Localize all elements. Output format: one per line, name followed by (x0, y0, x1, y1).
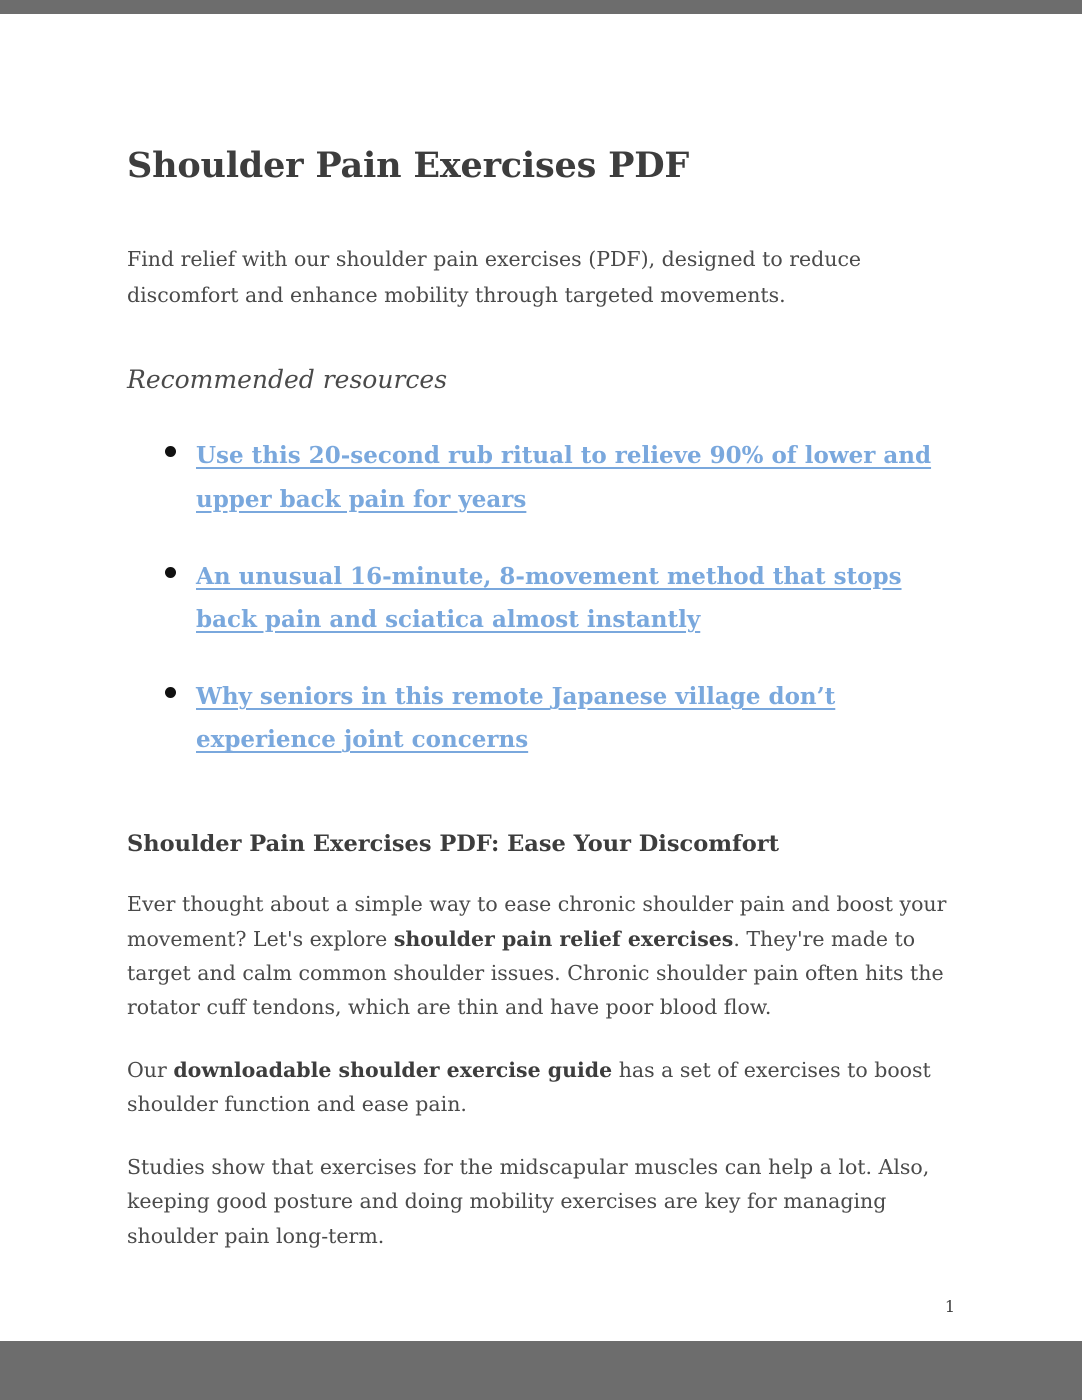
section-heading: Shoulder Pain Exercises PDF: Ease Your Discomfort (127, 830, 779, 857)
body-paragraph-1 (127, 887, 955, 1025)
paragraph-text-lead: Ever thought about a simple way to ease chronic shoulder pain and boost your movement? Let's explore (127, 892, 947, 951)
resource-link-3[interactable]: Why seniors in this remote Japanese village don’t experience joint concerns (196, 683, 836, 754)
resource-link-1[interactable]: Use this 20-second rub ritual to relieve 90% of lower and upper back pain for years (196, 442, 932, 513)
page-title: Shoulder Pain Exercises PDF (127, 145, 689, 186)
bullet-icon (165, 687, 176, 698)
list-item (165, 434, 955, 520)
paragraph-text-tail: . They're made to target and calm common shoulder issues. Chronic shoulder pain often hits the rotator cuff tendons, which are thin and have poor blood flow. (127, 926, 944, 1020)
viewer-bottom-border (0, 1341, 1082, 1400)
intro-paragraph: Find relief with our shoulder pain exercises (PDF), designed to reduce discomfort and enhance mobility through targeted movements. (127, 247, 862, 307)
recommended-resources-list (127, 434, 955, 761)
page-content (127, 145, 955, 1253)
resource-link-2[interactable]: An unusual 16-minute, 8-movement method that stops back pain and sciatica almost instantly (196, 562, 902, 633)
list-item (165, 555, 955, 641)
paragraph-text-lead: Studies show that exercises for the midscapular muscles can help a lot. Also, keeping good posture and doing mobility exercises are key for managing shoulder pain long-term. (127, 1154, 930, 1248)
body-paragraph-2 (127, 1053, 955, 1122)
paragraph-emphasis: downloadable shoulder exercise guide (173, 1057, 613, 1082)
paragraph-text-tail: has a set of exercises to boost shoulder function and ease pain. (127, 1057, 931, 1117)
page-number: 1 (944, 1297, 955, 1316)
body-paragraph-3 (127, 1150, 955, 1253)
bullet-icon (165, 567, 176, 578)
paragraph-emphasis: shoulder pain relief exercises (393, 926, 734, 951)
list-item (165, 675, 955, 761)
recommended-resources-heading: Recommended resources (127, 364, 448, 394)
document-page (0, 14, 1082, 1341)
bullet-icon (165, 446, 176, 457)
paragraph-text-lead: Our (127, 1057, 174, 1082)
viewer-top-border (0, 0, 1082, 14)
